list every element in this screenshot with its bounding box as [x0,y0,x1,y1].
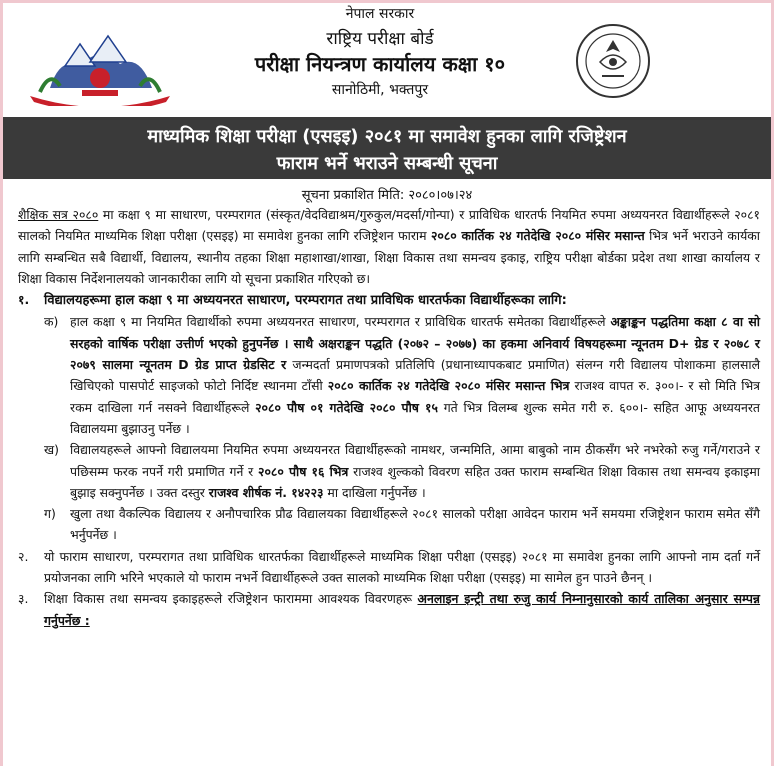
nepal-government-emblem-icon [20,26,180,106]
section-1-ka-text-4: गते भित्र विलम्ब शुल्क समेत गरी रु. ६००।- सहित आफू अध्ययनरत विद्यालयमा बुझाउनु पर्नेछ । [70,399,760,436]
section-1-number: १. [18,292,30,308]
section-1-kha-text-3: मा दाखिला गर्नुपर्नेछ । [323,484,426,500]
section-1-kha-revenue-head: राजश्व शीर्षक नं. १४२२३ [208,484,324,500]
section-1-title: विद्यालयहरूमा हाल कक्षा ९ मा अध्ययनरत साधारण, परम्परागत तथा प्राविधिक धारतर्फका विद्यार्थीहरूका लागि: [44,293,567,309]
intro-academic-session: शैक्षिक सत्र २०८० [18,207,99,222]
intro-text-end: भित्र भर्ने भराउने कार्यका लागि सम्बन्धित सबै विद्यार्थी, विद्यालय, स्थानीय तहका शिक्षा महाशाखा/शाखा, शिक्षा विकास तथा समन्वय इकाइ, राष्ट्रिय परीक्षा बोर्डका प्रदेश तथा शाखा कार्यालय र शिक्षा विकास निर्देशनालयको जानकारीका लागि यो सूचना प्रकाशित गरिएको छ। [18,228,760,286]
section-1-ka-late-period: २०८० पौष ०१ गतेदेखि २०८० पौष १५ [255,399,438,415]
notice-publish-date: सूचना प्रकाशित मिति: २०८०।०७।२४ [301,188,473,203]
section-1-ga-text: खुला तथा वैकल्पिक विद्यालय र अनौपचारिक प्रौढ विद्यालयका विद्यार्थीहरूले २०८१ सालको परीक्षा आवेदन फाराम भर्ने समयमा रजिष्ट्रेशन फाराम समेत सँगै भर्नुपर्नेछ । [70,506,760,543]
section-1-ga-number: ग) [44,506,56,522]
section-3-number: ३. [18,591,29,607]
letterhead [0,0,774,118]
section-1-ka-deadline: २०८० कार्तिक २४ गतेदेखि २०८० मंसिर मसान्त भित्र [327,378,570,394]
section-1-ka-grade-requirement: अङ्काङ्कन पद्धतिमा कक्षा ८ वा सो सरहको वार्षिक परीक्षा उत्तीर्ण भएको हुनुपर्नेछ । साथै अक्षराङ्कन पद्धति (२०७२ – २०७७) का हकमा अनिवार्य विषयहरूमा न्यूनतम D+ ग्रेड र २०७८ र २०७९ सालमा न्यूनतम D ग्रेड प्राप्त ग्रेडसिट र [70,314,760,373]
section-1-kha [18,439,760,503]
notice-title-line-2: फाराम भर्ने भराउने सम्बन्धी सूचना [276,153,498,174]
intro-registration-period: २०८० कार्तिक २४ गतेदेखि २०८० मंसिर मसान्त [430,228,645,244]
intro-text: मा कक्षा ९ मा साधारण, परम्परागत (संस्कृत/वेदविद्याश्रम/गुरुकुल/मदर्सा/गोन्पा) र प्राविधिक धारतर्फ नियमित रुपमा अध्ययनरत विद्यार्थीहरूले २०८१ सालको नियमित माध्यमिक शिक्षा परीक्षा (एसइइ) मा समावेश हुनका लागि रजिष्ट्रेशन फाराम [18,207,760,244]
section-1-ka-text-3: राजश्व वापत रु. ३००।- र सो मिति भित्र रकम दाखिला गर्न नसक्ने विद्यार्थीहरूले [70,378,760,415]
notice-body [18,204,760,631]
section-2-number: २. [18,548,29,564]
section-3-text: शिक्षा विकास तथा समन्वय इकाइहरूले रजिष्ट्रेशन फाराममा आवश्यक विवरणहरू [44,591,418,607]
section-3 [18,588,760,631]
office-name: परीक्षा नियन्त्रण कार्यालय कक्षा १० [254,52,506,76]
section-1-kha-deadline: २०८० पौष १६ भित्र [258,463,349,479]
section-1-ka-text: हाल कक्षा ९ मा नियमित विद्यार्थीको रुपमा अध्ययनरत साधारण, परम्परागत र प्राविधिक धारतर्फ समेतका विद्यार्थीहरूले [70,314,611,330]
section-2 [18,546,760,589]
notice-title-banner [3,117,771,179]
section-1 [18,289,760,311]
government-name: नेपाल सरकार [345,6,415,22]
section-1-ka [18,311,760,439]
section-1-kha-text-2: राजश्व शुल्कको विवरण सहित उक्त फाराम सम्बन्धित शिक्षा विकास तथा समन्वय इकाइमा बुझाइ सक्नुपर्नेछ । उक्त दस्तुर [70,463,761,500]
national-examination-board-seal-icon [574,22,652,100]
section-1-ka-number: क) [44,314,59,330]
office-address: सानोठिमी, भक्तपुर [331,82,429,98]
section-2-text: यो फाराम साधारण, परम्परागत तथा प्राविधिक धारतर्फका विद्यार्थीहरूले माध्यमिक शिक्षा परीक्षा (एसइइ) २०८१ मा समावेश हुनका लागि आफ्नो नाम दर्ता गर्ने प्रयोजनका लागि भरिने भएकाले यो फाराम नभर्ने विद्यार्थीहरूले उक्त सालको माध्यमिक शिक्षा परीक्षा (एसइइ) मा सामेल हुन पाउने छैनन् । [44,548,760,586]
notice-title-line-1: माध्यमिक शिक्षा परीक्षा (एसइइ) २०८१ मा समावेश हुनका लागि रजिष्ट्रेशन [147,126,627,147]
section-1-ga [18,503,760,546]
section-1-ka-text-2: जन्मदर्ता प्रमाणपत्रको प्रतिलिपि (प्रधानाध्यापकबाट प्रमाणित) संलग्न गरी विद्यालय पोशाकमा हालसालै खिचिएको पासपोर्ट साइजको फोटो निर्दिष्ट स्थानमा टाँसी [70,357,760,394]
board-name: राष्ट्रिय परीक्षा बोर्ड [326,29,434,49]
section-1-kha-text: विद्यालयहरूले आफ्नो विद्यालयमा नियमित रुपमा अध्ययनरत विद्यार्थीहरूको नामथर, जन्ममिति, आमा बाबुको नाम ठीकसँग भरे नभरेको रुजु गर्ने/गराउने र पछिसम्म फरक नपर्ने गरी प्रमाणित गर्ने र [70,442,760,479]
intro-paragraph [18,204,760,289]
section-3-online-entry-schedule: अनलाइन इन्ट्री तथा रुजु कार्य निम्नानुसारको कार्य तालिका अनुसार सम्पन्न गर्नुपर्नेछ : [44,591,760,628]
section-1-kha-number: ख) [44,442,59,458]
